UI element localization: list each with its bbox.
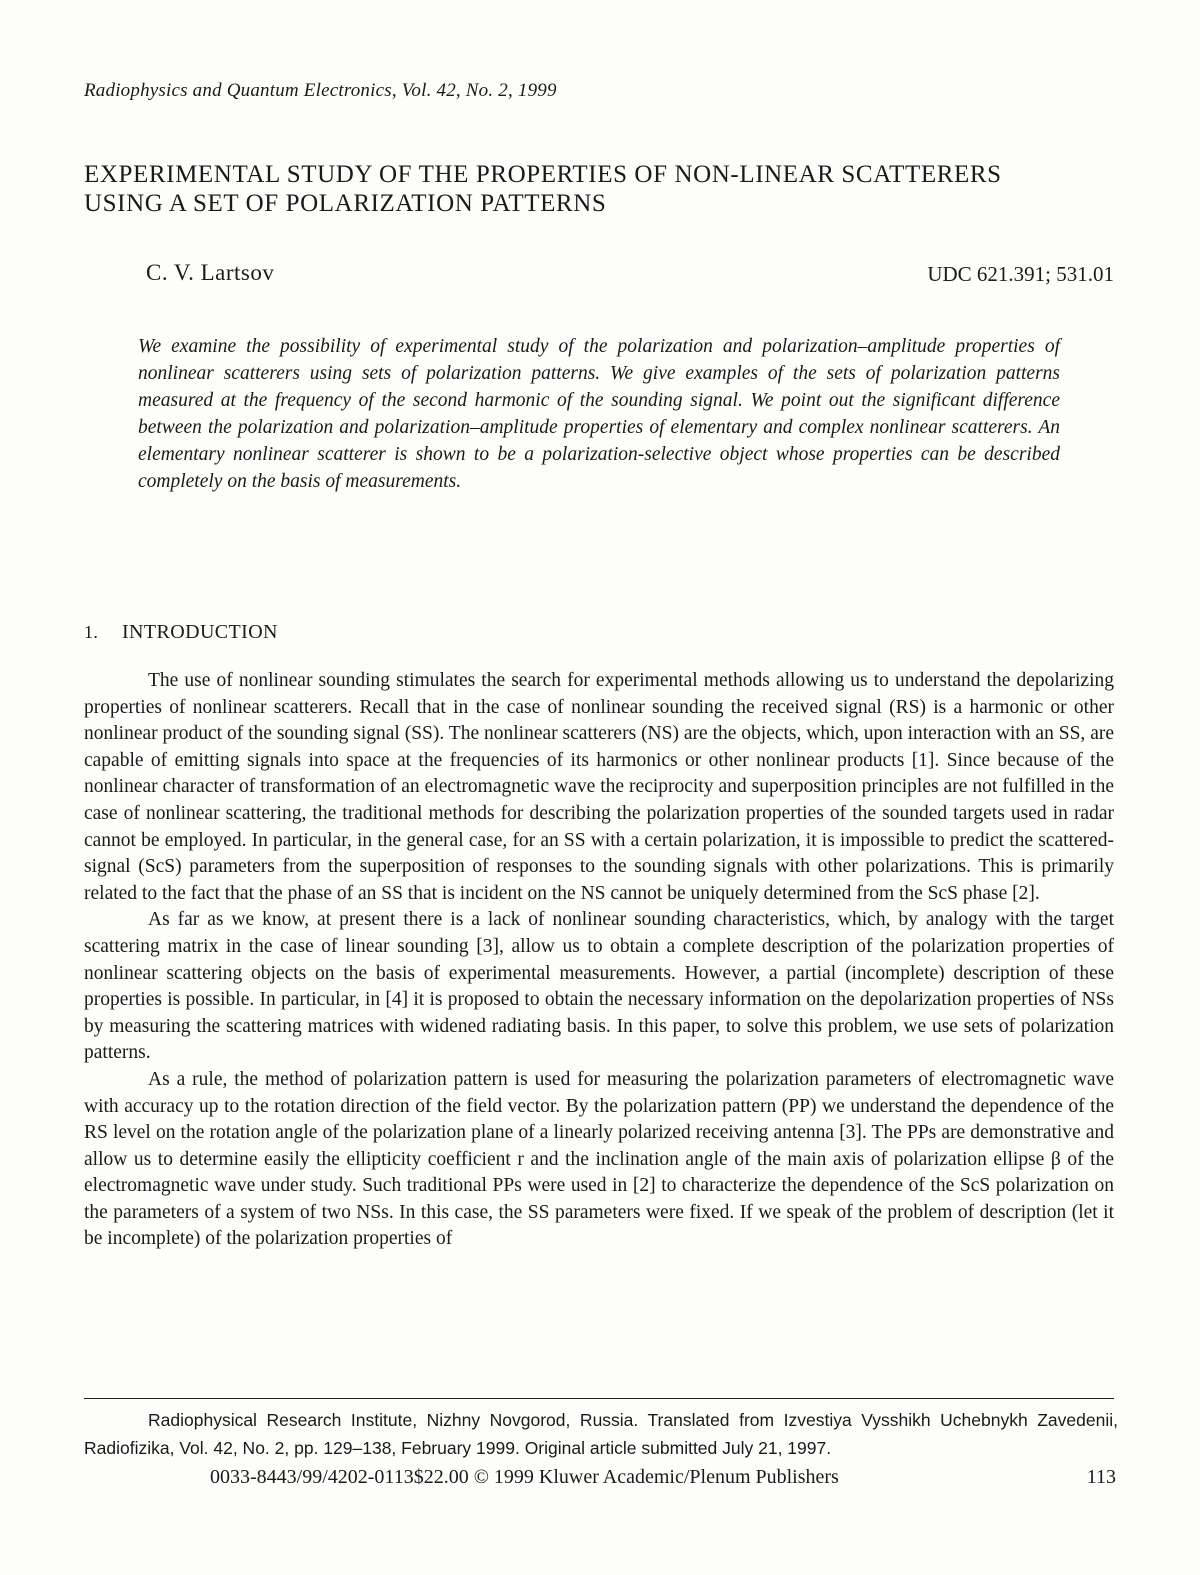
paragraph: As a rule, the method of polarization pattern is used for measuring the polarization parameters of electromagnetic wave with accuracy up to the rotation direction of the field vector. By the polarization pattern (PP) we understand the dependence of the RS level on the rotation angle of the polarization plane of a linearly polarized receiving antenna [3]. The PPs are demonstrative and allow us to determine easily the ellipticity coefficient r and the inclination angle of the main axis of polarization ellipse β of the electromagnetic wave under study. Such traditional PPs were used in [2] to characterize the dependence of the ScS polarization on the parameters of a system of two NSs. In this case, the SS parameters were fixed. If we speak of the problem of description (let it be incomplete) of the polarization properties of	[84, 1068, 1114, 1250]
udc-code: UDC 621.391; 531.01	[927, 262, 1114, 286]
body-text	[84, 668, 1114, 1253]
section-number: 1.	[84, 622, 99, 642]
footnote-divider	[84, 1398, 1114, 1399]
footnote-affiliation: Radiophysical Research Institute, Nizhny Novgorod, Russia. Translated from Izvestiya Vysshikh Uchebnykh Zavedenii, Radiofizika, Vol. 42, No. 2, pp. 129–138, February 1999. Original article submitted July 21, 1997.	[84, 1410, 1118, 1458]
paragraph: The use of nonlinear sounding stimulates the search for experimental methods allowing us to understand the depolarizing properties of nonlinear scatterers. Recall that in the case of nonlinear sounding the received signal (RS) is a harmonic or other nonlinear product of the sounding signal (SS). The nonlinear scatterers (NS) are the objects, which, upon interaction with an SS, are capable of emitting signals into space at the frequencies of its harmonics or other nonlinear products [1]. Since because of the nonlinear character of transformation of an electromagnetic wave the reciprocity and superposition principles are not fulfilled in the case of nonlinear scattering, the traditional methods for describing the polarization properties of the sounded targets used in radar cannot be employed. In particular, in the general case, for an SS with a certain polarization, it is impossible to predict the scattered-signal (ScS) parameters from the superposition of responses to the sounding signals with other polarizations. This is primarily related to the fact that the phase of an SS that is incident on the NS cannot be uniquely determined from the ScS phase [2].	[84, 670, 1114, 904]
section-title: INTRODUCTION	[122, 621, 278, 643]
copyright-line: 0033-8443/99/4202-0113$22.00 © 1999 Kluwer Academic/Plenum Publishers	[210, 1466, 839, 1488]
footnote	[84, 1406, 1118, 1462]
abstract: We examine the possibility of experimental study of the polarization and polarization–amplitude properties of nonlinear scatterers using sets of polarization patterns. We give examples of the sets of polarization patterns measured at the frequency of the second harmonic of the sounding signal. We point out the significant difference between the polarization and polarization–amplitude properties of elementary and complex nonlinear scatterers. An elementary nonlinear scatterer is shown to be a polarization-selective object whose properties can be described completely on the basis of measurements.	[138, 336, 1060, 492]
section-heading	[84, 621, 278, 644]
page-number: 113	[1086, 1466, 1116, 1488]
paragraph: As far as we know, at present there is a lack of nonlinear sounding characteristics, which, by analogy with the target scattering matrix in the case of linear sounding [3], allow us to obtain a complete description of the polarization properties of nonlinear scattering objects on the basis of experimental measurements. However, a partial (incomplete) description of these properties is possible. In particular, in [4] it is proposed to obtain the necessary information on the depolarization properties of NSs by measuring the scattering matrices with widened radiating basis. In this paper, to solve this problem, we use sets of polarization patterns.	[84, 909, 1114, 1064]
author: C. V. Lartsov	[146, 260, 275, 285]
paper-title-line-2: USING A SET OF POLARIZATION PATTERNS	[84, 190, 607, 217]
paper-title-line-1: EXPERIMENTAL STUDY OF THE PROPERTIES OF NON-LINEAR SCATTERERS	[84, 161, 1002, 188]
paper-title	[84, 160, 1124, 218]
journal-header: Radiophysics and Quantum Electronics, Vol. 42, No. 2, 1999	[84, 80, 557, 101]
